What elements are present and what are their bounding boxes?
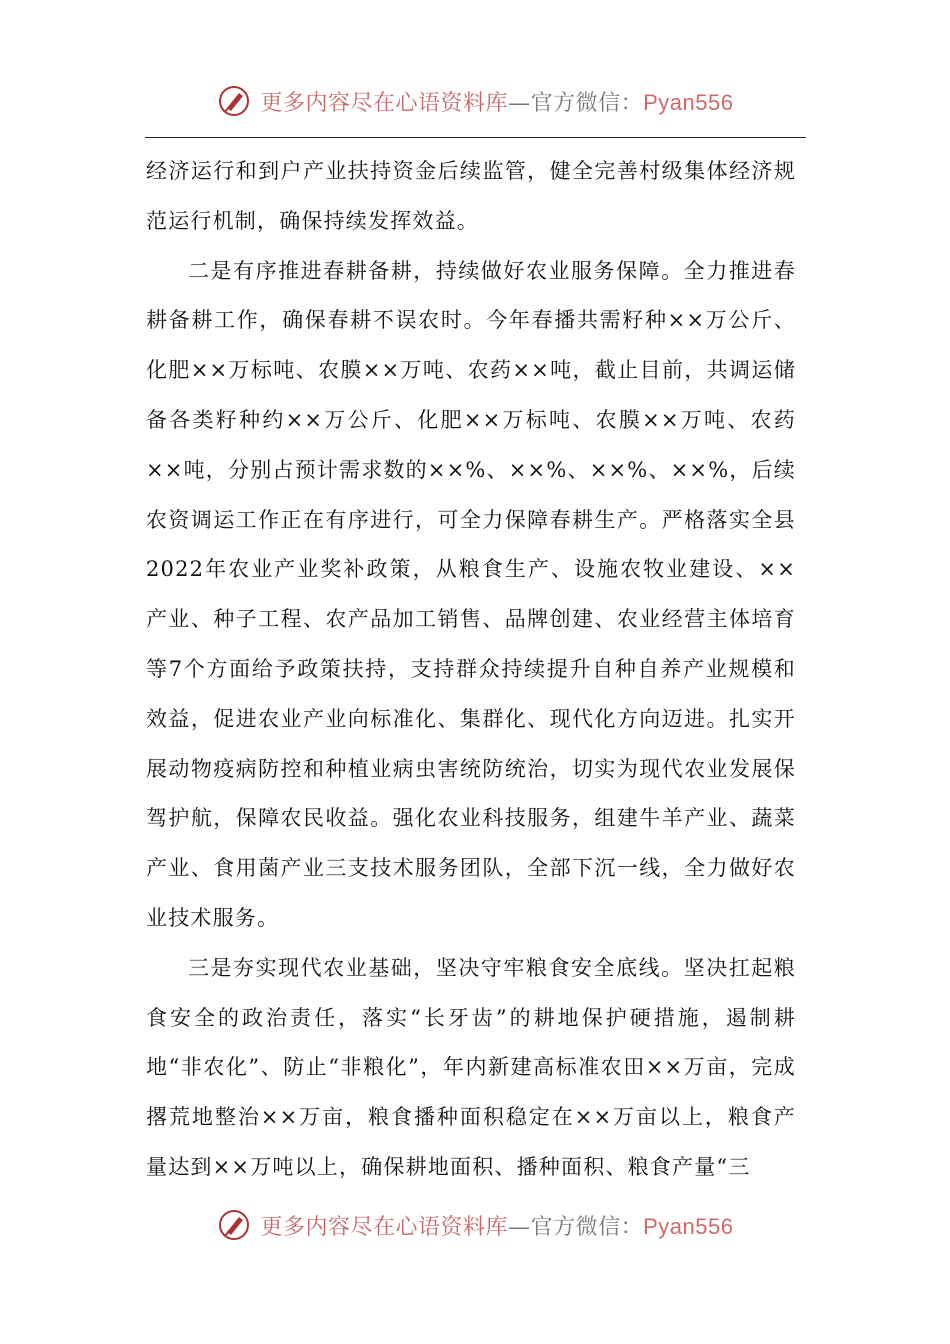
banner-dash: — (508, 1214, 531, 1240)
header-banner (0, 84, 950, 118)
banner-wechat-id: Pyan556 (643, 89, 734, 115)
document-body (146, 147, 796, 1193)
pen-seal-icon (217, 84, 251, 118)
paragraph-2: 二是有序推进春耕备耕，持续做好农业服务保障。全力推进春耕备耕工作，确保春耕不误农时。今年春播共需籽种××万公斤、化肥××万标吨、农膜××万吨、农药××吨，截止目前，共调运储备各类籽种约××万公斤、化肥××万标吨、农膜××万吨、农药××吨，分别占预计需求数的××%、××%、××%、××%，后续农资调运工作正在有序进行，可全力保障春耕生产。严格落实全县2022年农业产业奖补政策，从粮食生产、设施农牧业建设、××产业、种子工程、农产品加工销售、品牌创建、农业经营主体培育等7个方面给予政策扶持，支持群众持续提升自种自养产业规模和效益，促进农业产业向标准化、集群化、现代化方向迈进。扎实开展动物疫病防控和种植业病虫害统防统治，切实为现代农业发展保驾护航，保障农民收益。强化农业科技服务，组建牛羊产业、蔬菜产业、食用菌产业三支技术服务团队，全部下沉一线，全力做好农业技术服务。 (146, 258, 796, 930)
banner-dash: — (508, 90, 531, 116)
banner-wechat-id: Pyan556 (643, 1213, 734, 1239)
footer-banner (0, 1208, 950, 1242)
banner-main: 更多内容尽在心语资料库 (260, 1214, 509, 1240)
header-banner-text (261, 86, 734, 117)
pen-seal-icon (217, 1208, 251, 1242)
banner-main: 更多内容尽在心语资料库 (260, 90, 509, 116)
paragraph-3: 三是夯实现代农业基础，坚决守牢粮食安全底线。坚决扛起粮食安全的政治责任，落实“长牙齿”的耕地保护硬措施，遏制耕地“非农化”、防止“非粮化”，年内新建高标准农田××万亩，完成撂荒地整治××万亩，粮食播种面积稳定在××万亩以上，粮食产量达到××万吨以上，确保耕地面积、播种面积、粮食产量“三 (146, 955, 796, 1179)
banner-wechat-label: 官方微信： (530, 90, 644, 116)
banner-wechat-label: 官方微信： (530, 1214, 644, 1240)
paragraph-1: 经济运行和到户产业扶持资金后续监管，健全完善村级集体经济规范运行机制，确保持续发挥效益。 (146, 159, 796, 233)
footer-banner-text (261, 1210, 734, 1241)
header-divider (145, 137, 806, 138)
